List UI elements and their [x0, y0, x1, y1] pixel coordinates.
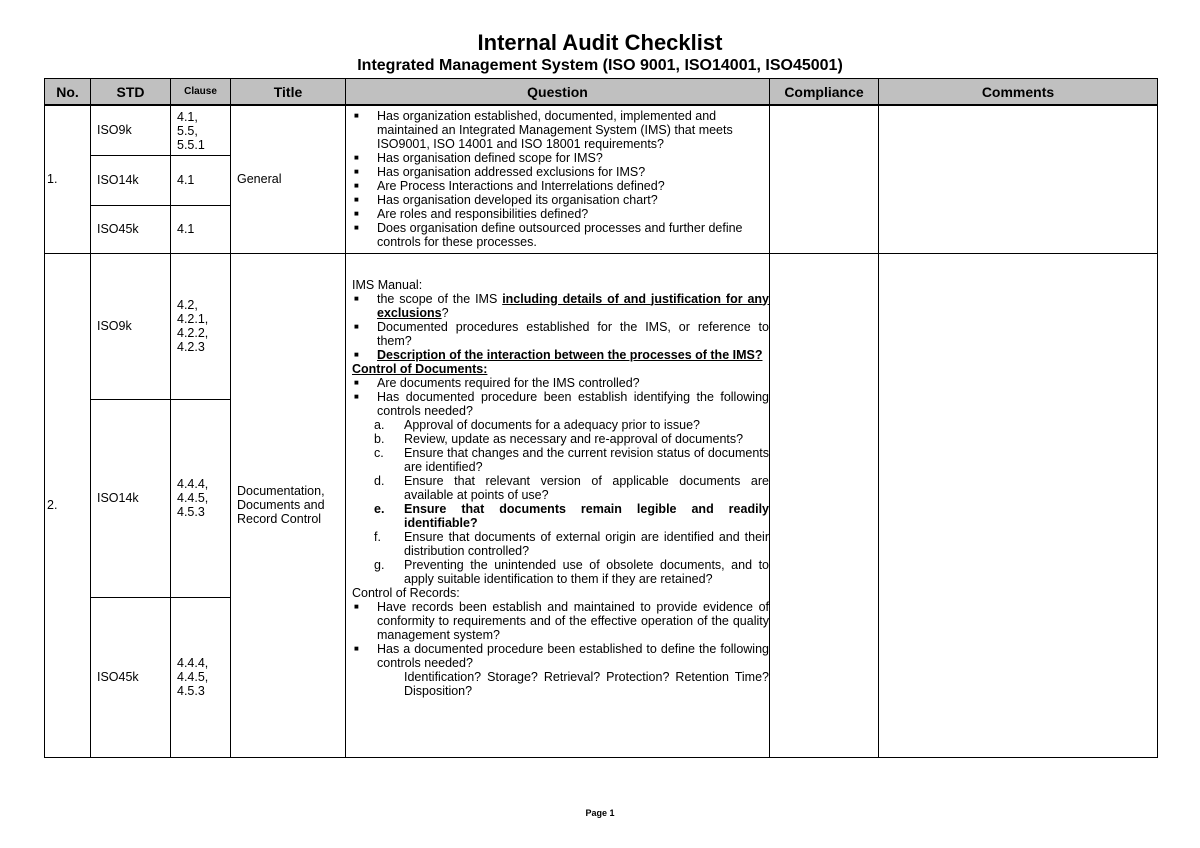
question-text: Review, update as necessary and re-approval of documents?	[404, 431, 744, 446]
question-text: Approval of documents for a adequacy prior to issue?	[404, 417, 701, 432]
list-item	[352, 292, 769, 320]
list-item	[352, 376, 769, 390]
bullet-icon: ■	[354, 181, 359, 191]
section1-clause-iso14k: 4.1	[171, 155, 231, 205]
question-text-emphasis: Ensure that documents remain legible and readily identifiable?	[404, 501, 769, 530]
section2-clause-iso9k	[171, 253, 231, 399]
list-item	[352, 348, 769, 362]
question-text: Has documented procedure been establish identifying the following controls needed?	[377, 389, 769, 418]
list-item	[352, 221, 769, 249]
section2-comments-cell	[879, 253, 1158, 757]
list-item	[352, 600, 769, 642]
question-text: Preventing the unintended use of obsolete documents, and to apply suitable identification to them if they are retained?	[404, 557, 769, 586]
list-item	[352, 165, 769, 179]
section1-clause-iso45k: 4.1	[171, 205, 231, 253]
list-item	[352, 179, 769, 193]
document-title: Internal Audit Checklist	[477, 30, 723, 55]
section2-clause-iso14k	[171, 399, 231, 597]
question-text: Are documents required for the IMS controlled?	[377, 375, 640, 390]
list-letter: a.	[374, 417, 385, 432]
section2-compliance-cell	[770, 253, 879, 757]
list-letter: b.	[374, 431, 385, 446]
list-item	[352, 207, 769, 221]
clause-text: 4.2, 4.2.1, 4.2.2, 4.2.3	[177, 298, 209, 354]
spacer	[352, 254, 769, 278]
question-text: Documented procedures established for the IMS, or reference to them?	[377, 319, 769, 348]
list-letter: e.	[374, 501, 385, 516]
bullet-icon: ■	[354, 195, 359, 205]
question-text: Ensure that changes and the current revision status of documents are identified?	[404, 445, 769, 474]
bullet-icon: ■	[354, 643, 359, 653]
question-text: Has organisation developed its organisation chart?	[377, 193, 658, 208]
question-text: Has organisation addressed exclusions for IMS?	[377, 165, 646, 180]
list-item	[352, 109, 769, 151]
list-item	[352, 502, 769, 530]
question-text: Have records been establish and maintained to provide evidence of conformity to requirements and of the effective operation of the quality management system?	[377, 599, 769, 642]
bullet-icon: ■	[354, 321, 359, 331]
header-title: Title	[231, 79, 346, 106]
header-row	[45, 79, 1158, 106]
question-text: Does organisation define outsourced processes and further define controls for these processes.	[377, 221, 743, 250]
audit-checklist-table	[44, 78, 1158, 758]
list-item	[352, 320, 769, 348]
table-row	[45, 253, 1158, 399]
header-no: No.	[45, 79, 91, 106]
section2-std-iso14k: ISO14k	[91, 399, 171, 597]
question-text: Are roles and responsibilities defined?	[377, 207, 589, 222]
clause-text: 4.4.4, 4.4.5, 4.5.3	[177, 656, 209, 698]
list-letter: f.	[374, 529, 381, 544]
list-letter: d.	[374, 473, 385, 488]
question-text: Are Process Interactions and Interrelations defined?	[377, 179, 665, 194]
section1-compliance-cell	[770, 105, 879, 253]
record-controls-list: Identification? Storage? Retrieval? Protection? Retention Time? Disposition?	[404, 669, 769, 698]
header-comments: Comments	[879, 79, 1158, 106]
header-std: STD	[91, 79, 171, 106]
document-subtitle: Integrated Management System (ISO 9001, ISO14001, ISO45001)	[357, 57, 843, 74]
question-text-emphasis: Description of the interaction between the processes of the IMS?	[377, 347, 763, 362]
section2-clause-iso45k	[171, 597, 231, 757]
section2-no: 2.	[45, 253, 91, 757]
list-item	[352, 474, 769, 502]
header-compliance: Compliance	[770, 79, 879, 106]
bullet-icon: ■	[354, 293, 359, 303]
bullet-icon: ■	[354, 377, 359, 387]
list-item	[352, 558, 769, 586]
bullet-icon: ■	[354, 111, 359, 121]
list-item	[352, 432, 769, 446]
list-item	[352, 193, 769, 207]
question-text: Has organization established, documented, implemented and maintained an Integrated Management System (IMS) that meets ISO9001, ISO 14001 and ISO 18001 requirements?	[377, 109, 733, 152]
question-text-emphasis: including details of and justification for any exclusions	[377, 291, 770, 320]
section1-clause-iso9k	[171, 105, 231, 155]
question-text: the scope of the IMS	[377, 291, 503, 306]
bullet-icon: ■	[354, 391, 359, 401]
section1-std-iso45k: ISO45k	[91, 205, 171, 253]
clause-text: 4.1, 5.5, 5.5.1	[177, 110, 205, 153]
section1-no: 1.	[45, 105, 91, 253]
question-text: Ensure that relevant version of applicable documents are available at points of use?	[404, 473, 769, 502]
header-question: Question	[346, 79, 770, 106]
section1-questions	[346, 105, 770, 253]
section1-std-iso9k: ISO9k	[91, 105, 171, 155]
question-text: Has a documented procedure been established to define the following controls needed?	[377, 641, 769, 670]
list-item	[352, 446, 769, 474]
section1-comments-cell	[879, 105, 1158, 253]
section2-std-iso9k: ISO9k	[91, 253, 171, 399]
question-text: ?	[441, 305, 449, 320]
clause-text: 4.4.4, 4.4.5, 4.5.3	[177, 477, 209, 519]
list-letter: g.	[374, 557, 385, 572]
control-of-documents-heading: Control of Documents:	[352, 361, 488, 376]
ims-manual-heading: IMS Manual:	[352, 277, 423, 292]
list-item	[352, 642, 769, 670]
section2-std-iso45k: ISO45k	[91, 597, 171, 757]
bullet-icon: ■	[354, 167, 359, 177]
bullet-icon: ■	[354, 153, 359, 163]
question-text: Has organisation defined scope for IMS?	[377, 151, 603, 166]
section2-title: Documentation, Documents and Record Control	[231, 253, 346, 757]
bullet-icon: ■	[354, 209, 359, 219]
control-of-records-heading: Control of Records:	[352, 585, 460, 600]
list-item	[352, 530, 769, 558]
question-text: Ensure that documents of external origin are identified and their distribution controlled?	[404, 529, 769, 558]
page-number: Page 1	[585, 808, 615, 818]
list-item	[352, 390, 769, 418]
list-item	[352, 418, 769, 432]
section1-std-iso14k: ISO14k	[91, 155, 171, 205]
table-row	[45, 105, 1158, 155]
bullet-icon: ■	[354, 223, 359, 233]
bullet-icon: ■	[354, 349, 359, 359]
list-item	[352, 151, 769, 165]
list-letter: c.	[374, 445, 384, 460]
header-clause: Clause	[171, 79, 231, 106]
section1-title: General	[231, 105, 346, 253]
bullet-icon: ■	[354, 601, 359, 611]
section2-questions	[346, 253, 770, 757]
